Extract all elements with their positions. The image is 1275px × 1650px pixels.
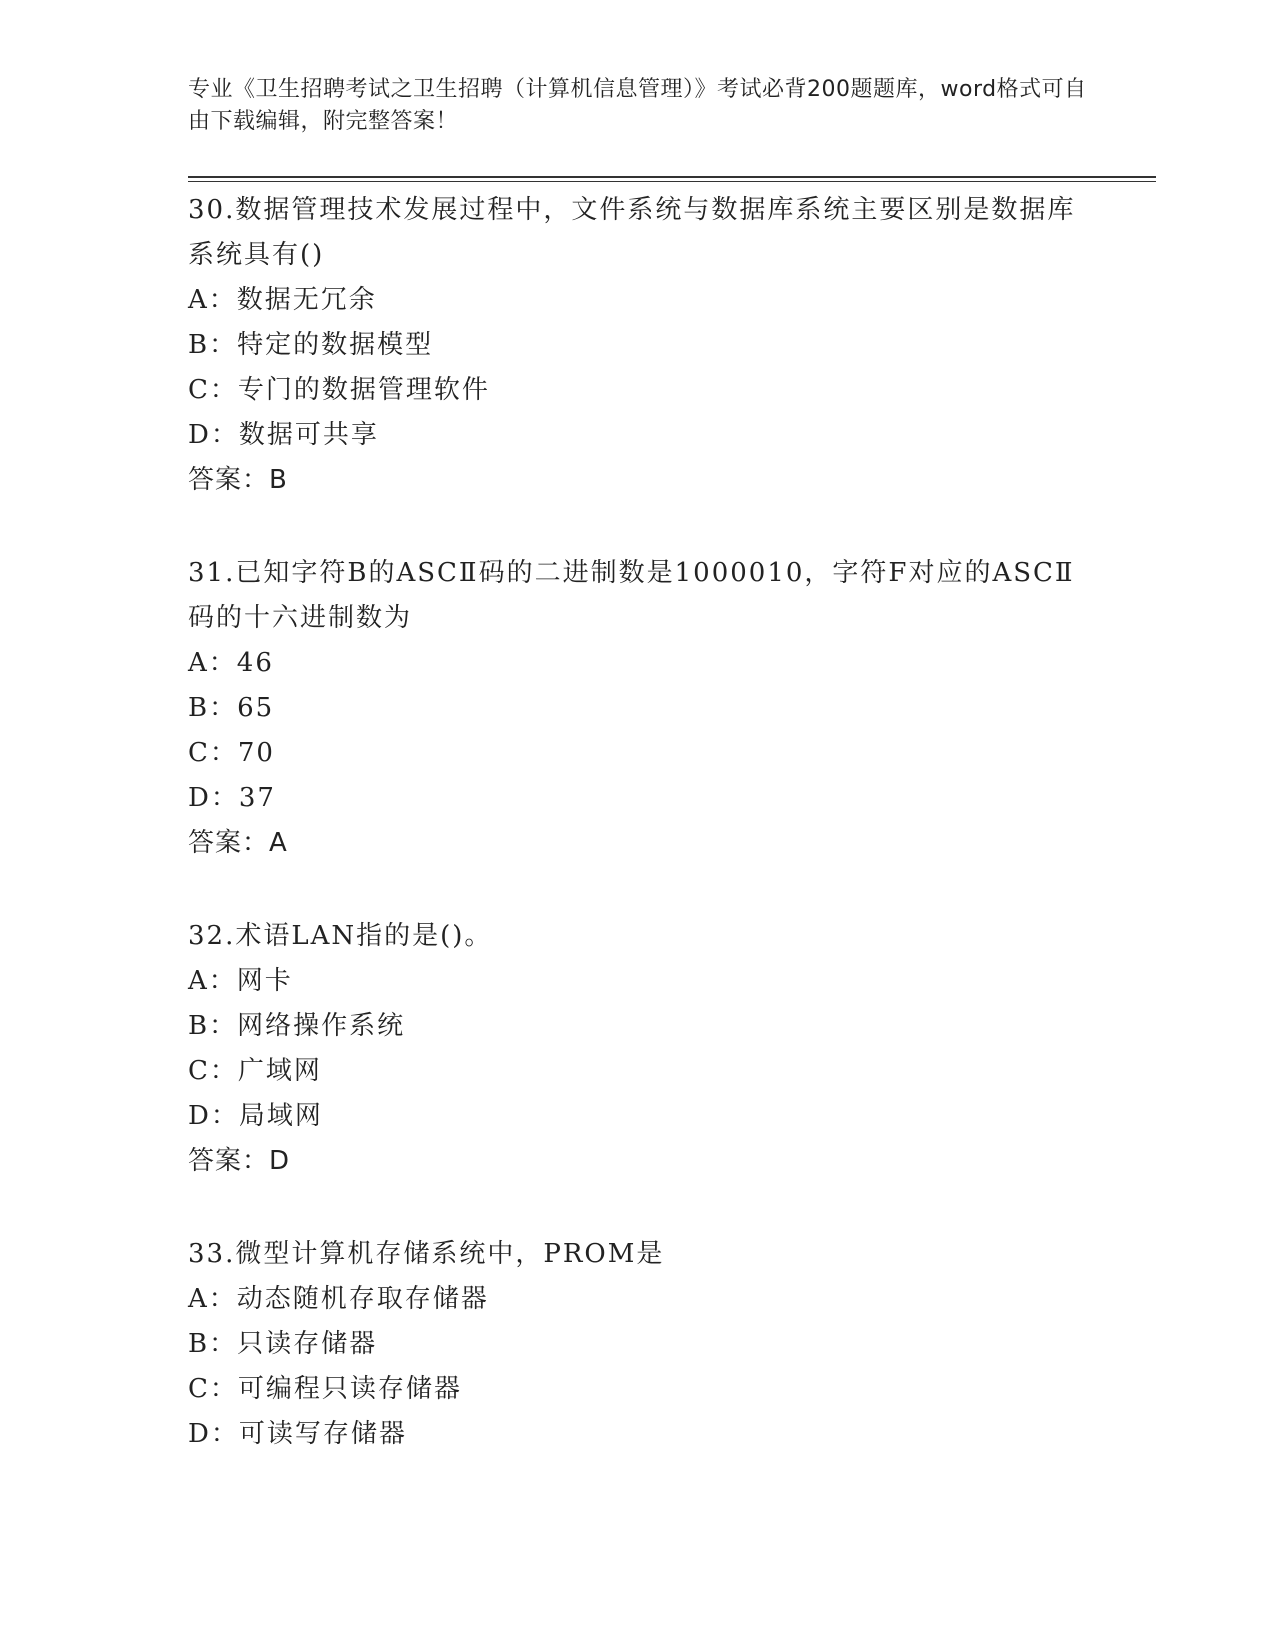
- answer-line: 答案：A: [188, 828, 288, 858]
- option-c: C：广域网: [188, 1056, 322, 1086]
- option-b: B：特定的数据模型: [188, 330, 434, 360]
- option-d: D：37: [188, 783, 276, 813]
- option-c: C：专门的数据管理软件: [188, 375, 490, 405]
- option-b: B：网络操作系统: [188, 1011, 406, 1041]
- option-c: C：70: [188, 738, 275, 768]
- header-divider-thick: [188, 176, 1156, 178]
- question-33: [188, 1232, 1088, 1457]
- option-a: A：网卡: [188, 966, 293, 996]
- option-a: A：动态随机存取存储器: [188, 1284, 489, 1314]
- document-header: 专业《卫生招聘考试之卫生招聘（计算机信息管理）》考试必背200题题库，word格式可自由下载编辑，附完整答案！: [188, 77, 1087, 134]
- question-32: [188, 914, 1088, 1184]
- question-31: [188, 551, 1088, 866]
- question-stem: 32.术语LAN指的是()。: [188, 921, 493, 951]
- option-d: D：数据可共享: [188, 420, 379, 450]
- option-d: D：可读写存储器: [188, 1419, 407, 1449]
- answer-line: 答案：D: [188, 1146, 291, 1176]
- question-stem: 31.已知字符B的ASCⅡ码的二进制数是1000010，字符F对应的ASCⅡ码的十六进制数为: [188, 558, 1075, 633]
- question-30: [188, 188, 1088, 503]
- option-b: B：只读存储器: [188, 1329, 378, 1359]
- option-c: C：可编程只读存储器: [188, 1374, 462, 1404]
- header-divider-thin: [188, 181, 1156, 182]
- option-a: A：数据无冗余: [188, 285, 377, 315]
- question-stem: 30.数据管理技术发展过程中，文件系统与数据库系统主要区别是数据库系统具有(): [188, 195, 1076, 270]
- option-a: A：46: [188, 648, 274, 678]
- option-b: B：65: [188, 693, 275, 723]
- option-d: D：局域网: [188, 1101, 323, 1131]
- answer-line: 答案：B: [188, 465, 288, 495]
- question-stem: 33.微型计算机存储系统中，PROM是: [188, 1239, 665, 1269]
